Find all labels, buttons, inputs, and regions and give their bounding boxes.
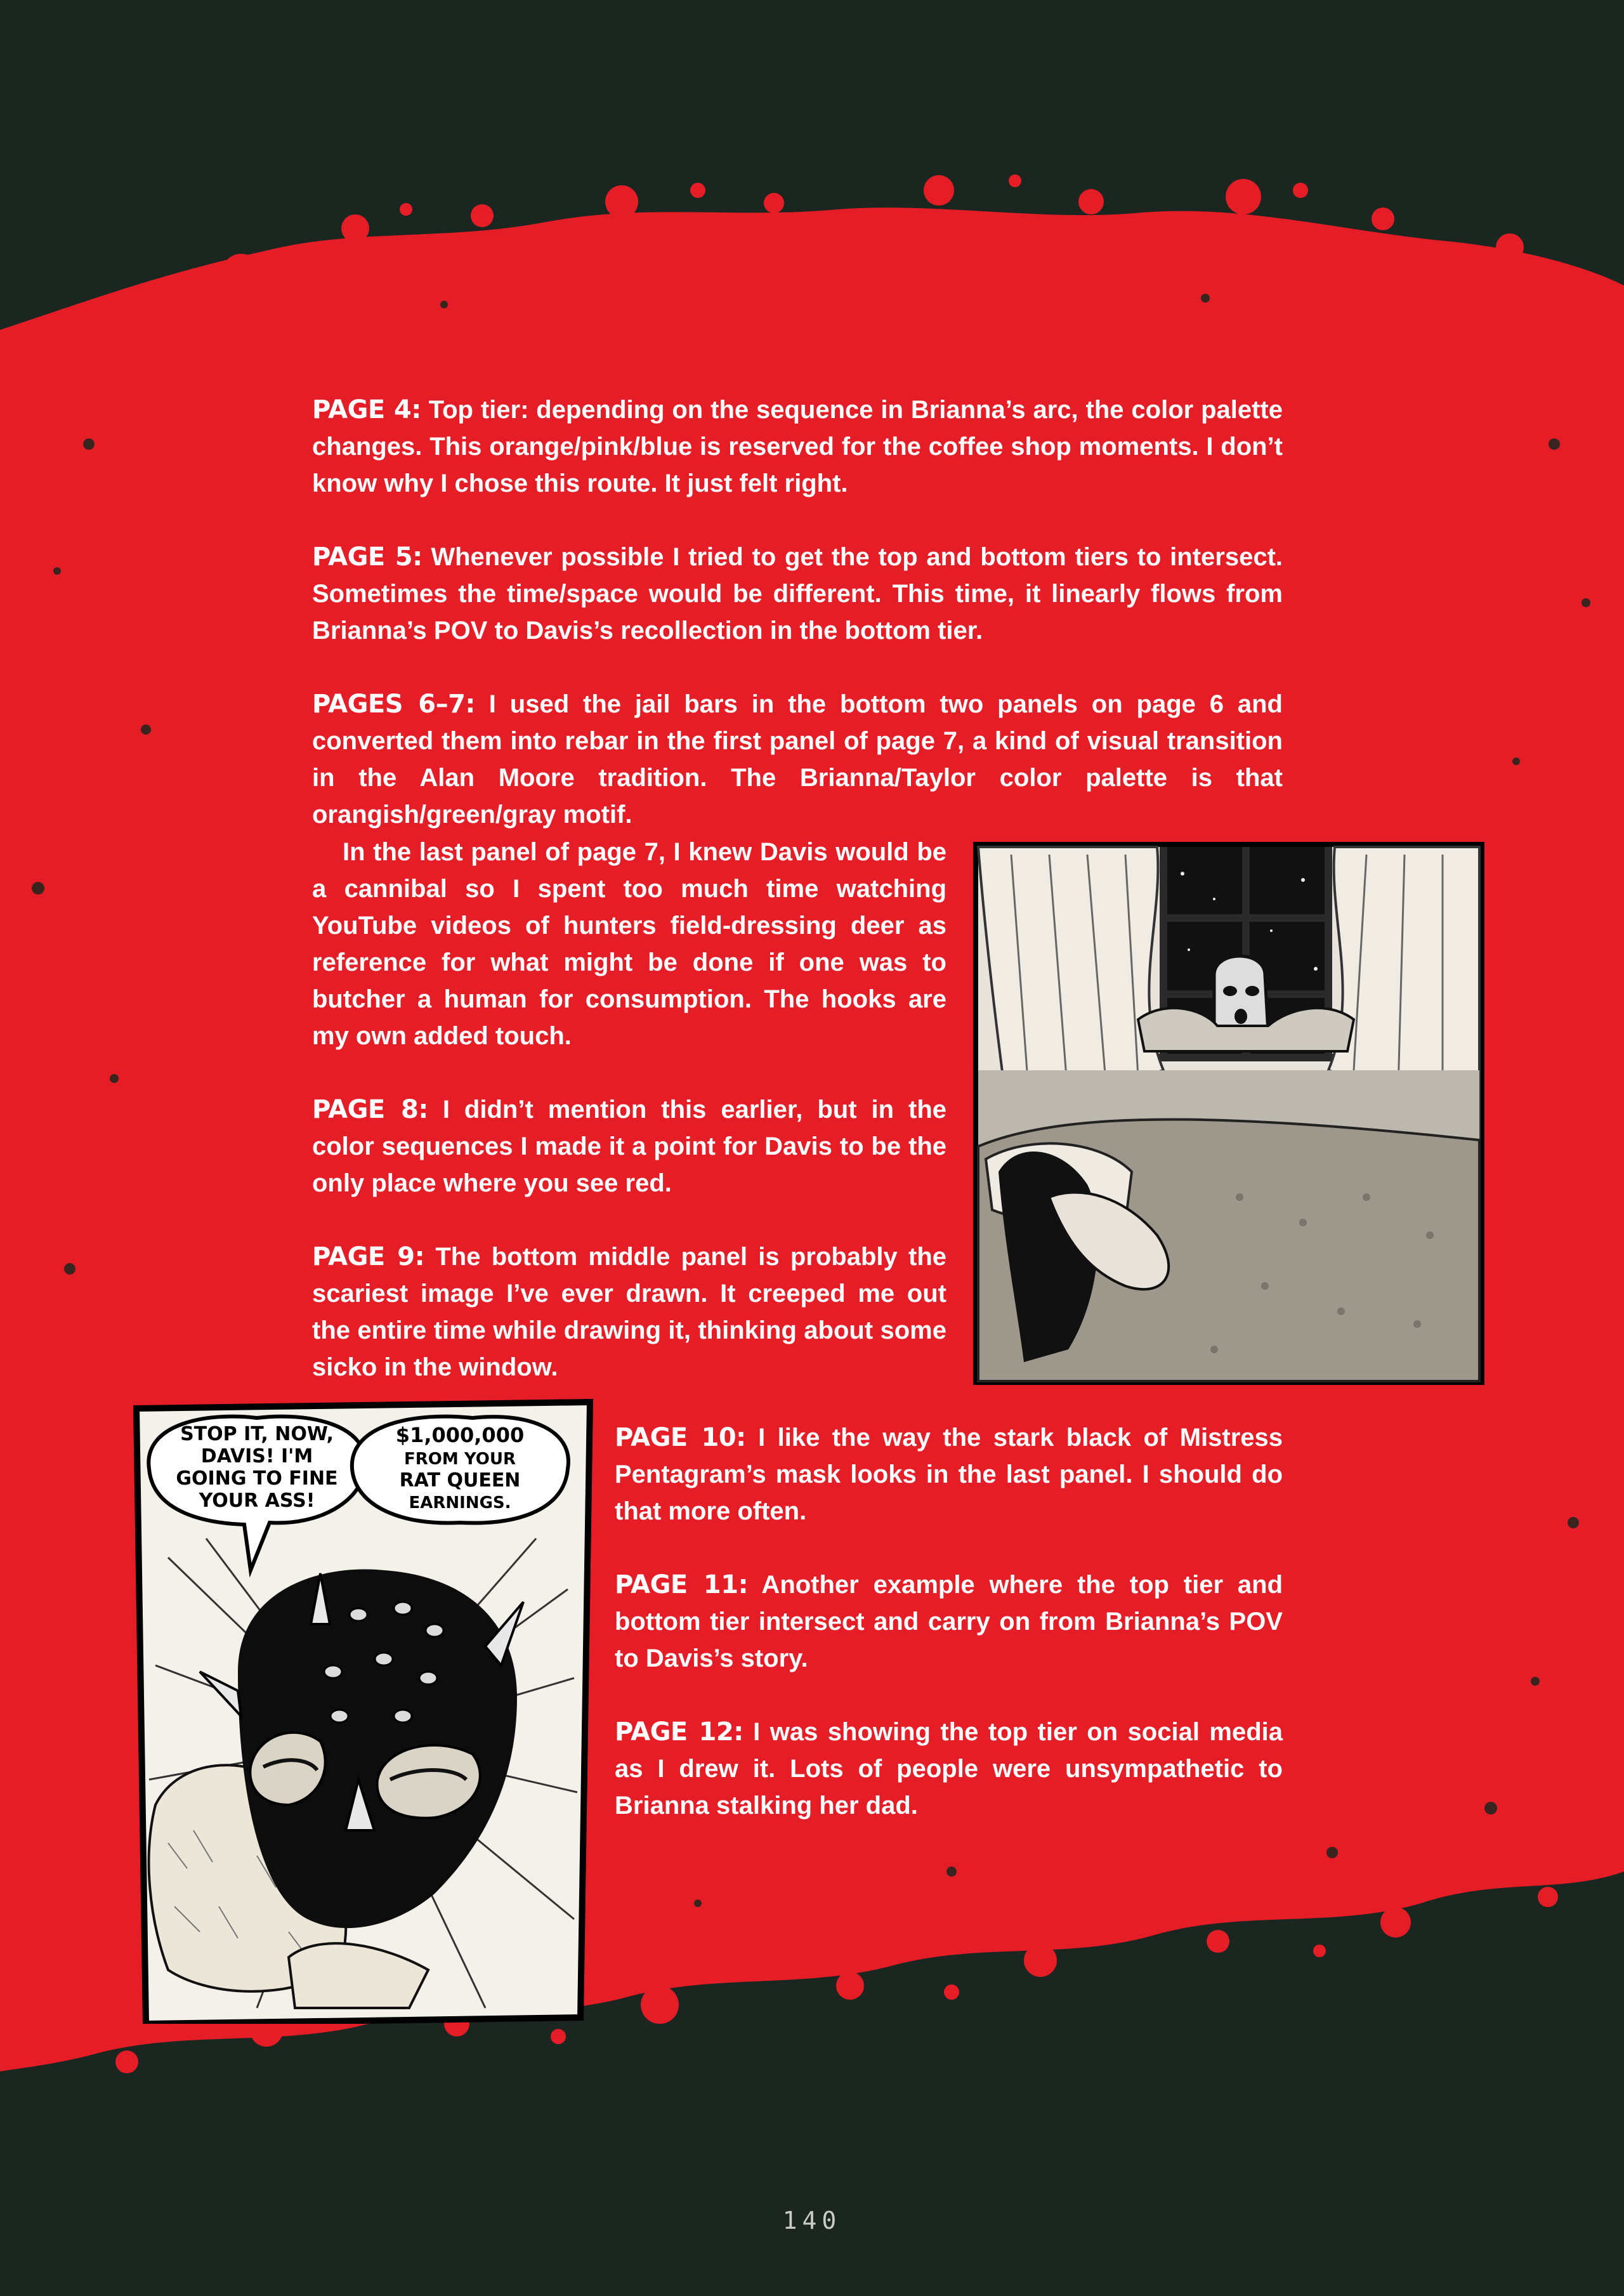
speech-bubble-left-line: DAVIS! I'M	[200, 1445, 313, 1467]
section-text: Whenever possible I tried to get the top and bottom tiers to intersect. Sometimes the time/space would be different. This time, it linearly flows from Brianna’s POV to Davis’s recollection in the bottom tier.	[312, 543, 1283, 645]
commentary-bottom-column	[615, 1419, 1283, 1824]
section-label: PAGE 10:	[615, 1423, 746, 1452]
section-text: Top tier: depending on the sequence in Brianna’s arc, the color palette changes. This orange/pink/blue is reserved for the coffee shop moments. I don’t know why I chose this route. It just felt right.	[312, 396, 1283, 497]
section-label: PAGE 11:	[615, 1570, 749, 1599]
speech-bubble-left-line: STOP IT, NOW,	[180, 1423, 334, 1445]
section-page-9	[312, 1238, 946, 1386]
section-label: PAGE 8:	[312, 1095, 428, 1124]
speech-bubble-right-line: FROM YOUR	[404, 1450, 516, 1469]
commentary-top-column	[312, 391, 1283, 833]
comic-panel-intruder-window	[973, 842, 1484, 1385]
section-page-10	[615, 1419, 1283, 1530]
section-page-11	[615, 1566, 1283, 1677]
section-pages-6-7	[312, 686, 1283, 833]
section-label: PAGE 9:	[312, 1242, 425, 1271]
speech-bubble-right-line: $1,000,000	[395, 1423, 525, 1447]
speech-bubble-left-line: YOUR ASS!	[199, 1490, 315, 1512]
comic-panel-mistress-pentagram	[130, 1399, 596, 2024]
section-text: Another example where the top tier and bottom tier intersect and carry on from Brianna’s POV to Davis’s story.	[615, 1571, 1283, 1672]
section-page-7-continued	[312, 834, 946, 1054]
section-page-4	[312, 391, 1283, 502]
section-page-8	[312, 1091, 946, 1202]
section-label: PAGES 6–7:	[312, 690, 475, 719]
section-text: I used the jail bars in the bottom two panels on page 6 and converted them into rebar in the first panel of page 7, a kind of visual transition in the Alan Moore tradition. The Brianna/Taylor color palette is that orangish/green/gray motif.	[312, 690, 1283, 829]
section-page-12	[615, 1714, 1283, 1824]
page-number: 140	[782, 2207, 842, 2234]
speech-bubble-right-line: EARNINGS.	[409, 1493, 511, 1512]
section-page-5	[312, 539, 1283, 649]
section-text: In the last panel of page 7, I knew Davis would be a cannibal so I spent too much time watching YouTube videos of hunters field-dressing deer as reference for what might be done if one was to butcher a human for consumption. The hooks are my own added touch.	[312, 838, 946, 1050]
speech-bubble-right-line: RAT QUEEN	[399, 1469, 521, 1492]
section-text: I didn’t mention this earlier, but in the color sequences I made it a point for Davis to be the only place where you see red.	[312, 1096, 947, 1197]
section-label: PAGE 12:	[615, 1717, 743, 1747]
speech-bubble-left-line: GOING TO FINE	[176, 1467, 338, 1490]
section-text: I was showing the top tier on social media as I drew it. Lots of people were unsympathetic to Brianna stalking her dad.	[615, 1718, 1283, 1820]
section-text: The bottom middle panel is probably the scariest image I’ve ever drawn. It creeped me out the entire time while drawing it, thinking about some sicko in the window.	[312, 1243, 947, 1381]
commentary-middle-column	[312, 834, 946, 1386]
section-label: PAGE 5:	[312, 542, 422, 572]
section-text: I like the way the stark black of Mistress Pentagram’s mask looks in the last panel. I should do that more often.	[615, 1424, 1283, 1525]
section-label: PAGE 4:	[312, 395, 421, 424]
